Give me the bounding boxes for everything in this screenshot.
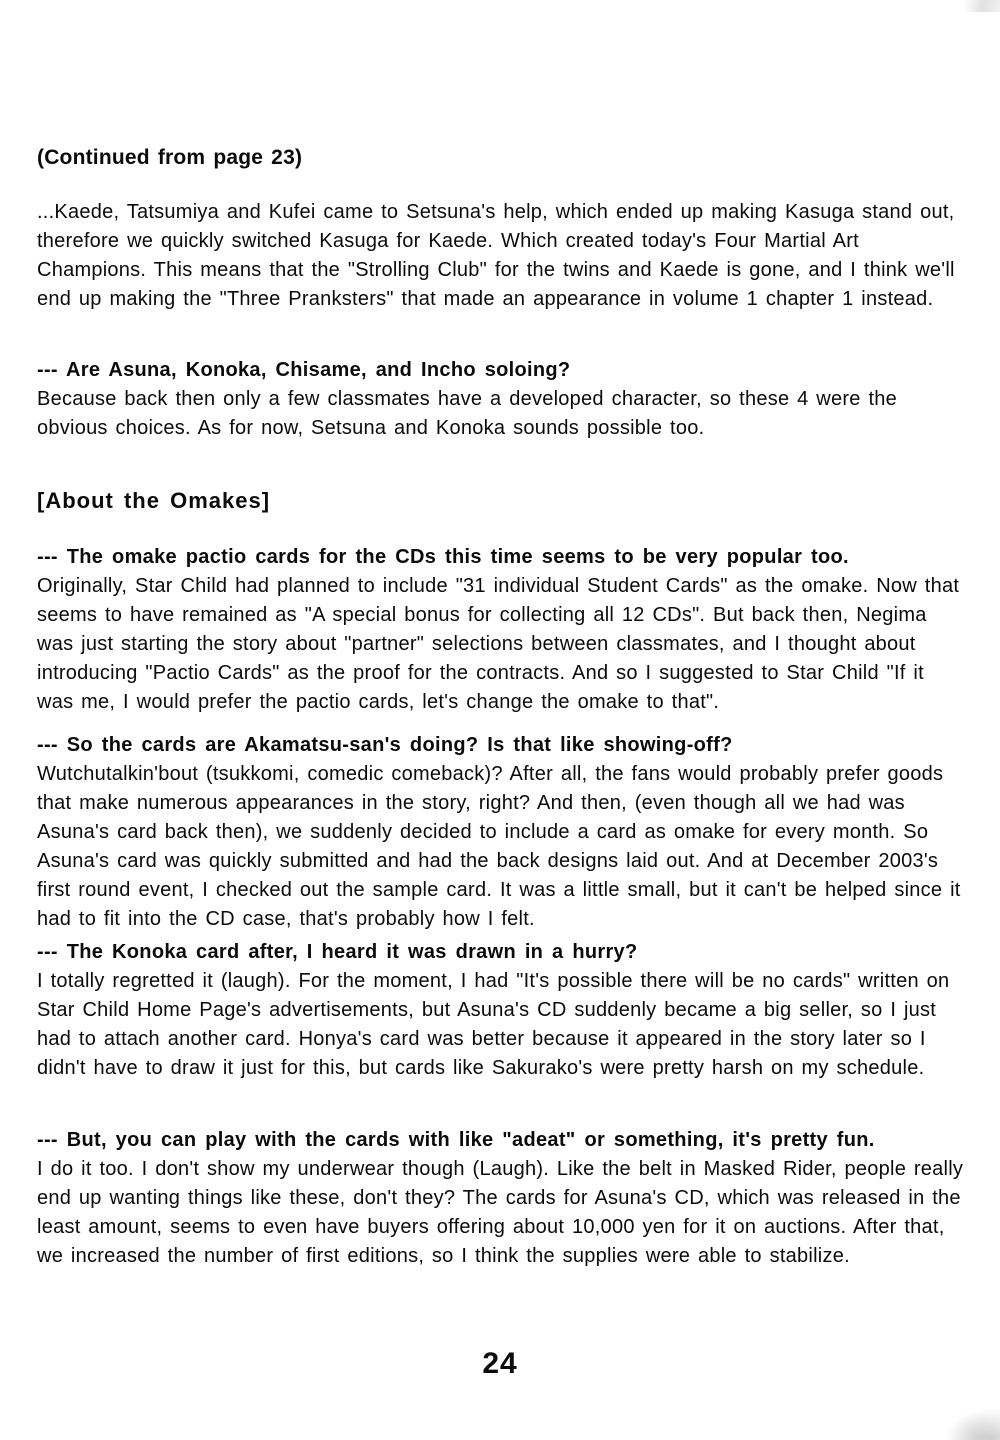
answer-paragraph: I totally regretted it (laugh). For the moment, I had "It's possible there will be no cards" written on Star Child Home Page's advertisements, but Asuna's CD suddenly became a big seller, so I just had to attach another card. Honya's card was better because it appeared in the story later so I didn't have to draw it just for this, but cards like Sakurako's were pretty harsh on my schedule. [37,970,950,1079]
question-line: --- The omake pactio cards for the CDs this time seems to be very popular too. [37,546,849,568]
page-number: 24 [482,1347,518,1380]
question-line: --- But, you can play with the cards with like "adeat" or something, it's pretty fun. [37,1129,875,1151]
qa-block [37,356,965,443]
question-line: --- The Konoka card after, I heard it was drawn in a hurry? [37,941,638,963]
continued-from-header: (Continued from page 23) [37,146,303,169]
qa-block [37,938,965,1083]
qa-block [37,731,965,934]
question-line: --- Are Asuna, Konoka, Chisame, and Incho soloing? [37,359,571,381]
scan-smudge-bottom-right [945,1408,1000,1440]
answer-paragraph: I do it too. I don't show my underwear though (Laugh). Like the belt in Masked Rider, people really end up wanting things like these, don't they? The cards for Asuna's CD, which was released in the least amount, seems to even have buyers offering about 10,000 yen for it on auctions. After that, we increased the number of first editions, so I think the supplies were able to stabilize. [37,1158,964,1267]
intro-paragraph: ...Kaede, Tatsumiya and Kufei came to Setsuna's help, which ended up making Kasuga stand out, therefore we quickly switched Kasuga for Kaede. Which created today's Four Martial Art Champions. This means that the "Strolling Club" for the twins and Kaede is gone, and I think we'll end up making the "Three Pranksters" that made an appearance in volume 1 chapter 1 instead. [37,201,955,310]
scan-smudge-top-right [940,0,1000,12]
qa-block [37,1126,965,1271]
qa-block [37,543,965,717]
answer-paragraph: Because back then only a few classmates have a developed character, so these 4 were the obvious choices. As for now, Setsuna and Konoka sounds possible too. [37,388,898,439]
answer-paragraph: Originally, Star Child had planned to include "31 individual Student Cards" as the omake. Now that seems to have remained as "A special bonus for collecting all 12 CDs". But back then, Negima was just starting the story about "partner" selections between classmates, and I thought about introducing "Pactio Cards" as the proof for the contracts. And so I suggested to Star Child "If it was me, I would prefer the pactio cards, let's change the omake to that". [37,575,960,713]
section-heading: [About the Omakes] [37,488,271,513]
answer-paragraph: Wutchutalkin'bout (tsukkomi, comedic comeback)? After all, the fans would probably prefer goods that make numerous appearances in the story, right? And then, (even though all we had was Asuna's card back then), we suddenly decided to include a card as omake for every month. So Asuna's card was quickly submitted and had the back designs laid out. And at December 2003's first round event, I checked out the sample card. It was a little small, but it can't be helped since it had to fit into the CD case, that's probably how I felt. [37,763,961,930]
question-line: --- So the cards are Akamatsu-san's doing? Is that like showing-off? [37,734,733,756]
